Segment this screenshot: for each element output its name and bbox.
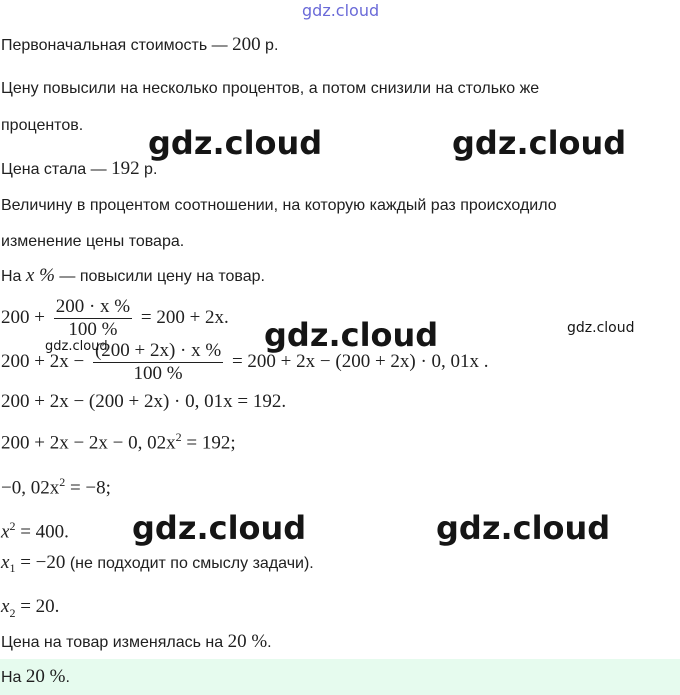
fraction-1: $\frac{200 \cdot x \%}{100 \%}$ xyxy=(55,296,131,341)
line-conclusion: Цена на товар изменялась на 20 %. xyxy=(1,631,272,652)
watermark: gdz.cloud xyxy=(264,316,439,354)
answer-box xyxy=(0,659,680,695)
line-initial-cost: Первоначальная стоимость — 200 р. xyxy=(1,34,279,55)
watermark: gdz.cloud xyxy=(436,509,611,547)
watermark-top: gdz.cloud xyxy=(302,1,380,20)
watermark: gdz.cloud xyxy=(45,339,108,354)
watermark: gdz.cloud xyxy=(452,124,627,162)
line-problem-2: процентов. xyxy=(1,117,84,134)
equation-2: 200 + 2x − $\frac{(200 + 2x) \cdot x \%}{100 \%}$ = 200 + 2x − (200 + 2x) · 0, 01x . xyxy=(1,340,489,385)
line-percent-1: Величину в процентом соотношении, на которую каждый раз происходило xyxy=(1,197,557,214)
equation-4: 200 + 2x − 2x − 0, $02x^2 = 192$; xyxy=(1,430,236,454)
answer-line: На 20 %. xyxy=(1,666,70,687)
watermark: gdz.cloud xyxy=(567,320,635,336)
equation-6: $x^2 = 400$. xyxy=(1,519,69,543)
watermark: gdz.cloud xyxy=(132,509,307,547)
equation-7: $x_1 = -20$ (не подходит по смыслу задачи). xyxy=(1,552,314,576)
line-problem-1: Цену повысили на несколько процентов, а потом снизили на столько же xyxy=(1,80,540,97)
line-let-x: На x % — повысили цену на товар. xyxy=(1,265,265,286)
equation-1: 200 + $\frac{200 \cdot x \%}{100 \%}$ = 200 + 2x. xyxy=(1,296,229,341)
watermark: gdz.cloud xyxy=(148,124,323,162)
fraction-2: $\frac{(200 + 2x) \cdot x \%}{100 \%}$ xyxy=(94,340,222,385)
line-final-price: Цена стала — 192 р. xyxy=(1,158,158,179)
equation-3: 200 + 2x − (200 + 2x) · 0, 01x = 192. xyxy=(1,391,287,412)
equation-5: −0, $02x^2 = -8$; xyxy=(1,475,111,499)
line-percent-2: изменение цены товара. xyxy=(1,233,185,250)
equation-8: $x_2 = 20$. xyxy=(1,596,60,620)
